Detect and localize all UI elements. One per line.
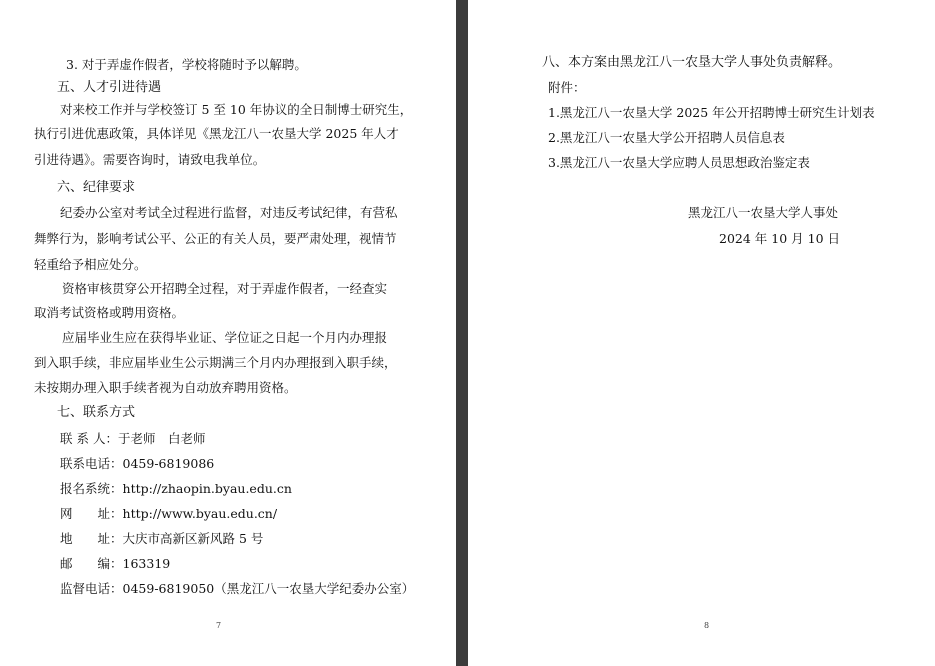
contact-row xyxy=(60,556,170,572)
section-5-line: 执行引进优惠政策，具体详见《黑龙江八一农垦大学 2025 年人才 xyxy=(34,126,399,141)
section-6-line: 资格审核贯穿公开招聘全过程，对于弄虚作假者，一经查实 xyxy=(62,281,388,296)
contact-label: 联系电话： xyxy=(60,456,123,471)
attachments-label: 附件： xyxy=(548,80,586,95)
contact-label: 邮 编： xyxy=(60,556,123,571)
signature-org: 黑龙江八一农垦大学人事处 xyxy=(688,205,839,220)
section-8-text: 八、本方案由黑龙江八一农垦大学人事处负责解释。 xyxy=(542,55,842,70)
contact-row xyxy=(60,456,214,472)
contact-label: 报名系统： xyxy=(60,481,123,496)
section-6-line: 到入职手续，非应届毕业生公示期满三个月内办理报到入职手续， xyxy=(34,355,397,370)
contact-row xyxy=(60,531,263,547)
signature-date: 2024 年 10 月 10 日 xyxy=(719,231,840,246)
contact-value: 大庆市高新区新风路 5 号 xyxy=(122,531,264,546)
section-6-line: 舞弊行为，影响考试公平、公正的有关人员，要严肃处理，视情节 xyxy=(34,231,397,246)
attachment-item: 1.黑龙江八一农垦大学 2025 年公开招聘博士研究生计划表 xyxy=(548,105,875,120)
document-page-left xyxy=(0,0,456,666)
section-6-heading: 六、纪律要求 xyxy=(57,180,136,195)
contact-row xyxy=(60,506,277,522)
attachment-item: 2.黑龙江八一农垦大学公开招聘人员信息表 xyxy=(548,130,785,145)
section-6-line: 取消考试资格或聘用资格。 xyxy=(34,305,185,320)
section-6-line: 未按期办理入职手续者视为自动放弃聘用资格。 xyxy=(34,380,297,395)
contact-label: 联 系 人： xyxy=(60,431,118,446)
contact-value: 163319 xyxy=(122,556,171,571)
page-number: 8 xyxy=(704,621,710,630)
section-6-line: 纪委办公室对考试全过程进行监督，对违反考试纪律，有营私 xyxy=(60,205,398,220)
contact-row xyxy=(60,481,292,497)
section-5-heading: 五、人才引进待遇 xyxy=(57,80,162,95)
section-6-line: 应届毕业生应在获得毕业证、学位证之日起一个月内办理报 xyxy=(62,330,388,345)
contact-row xyxy=(60,581,414,597)
contact-value: 于老师 白老师 xyxy=(117,431,206,446)
contact-label: 网 址： xyxy=(60,506,123,521)
section-7-heading: 七、联系方式 xyxy=(57,405,136,420)
contact-row xyxy=(60,431,205,447)
document-page-right xyxy=(468,0,935,666)
contact-label: 地 址： xyxy=(60,531,123,546)
attachment-item: 3.黑龙江八一农垦大学应聘人员思想政治鉴定表 xyxy=(548,155,810,170)
contact-value: 0459-6819086 xyxy=(122,456,215,471)
section-5-line: 对来校工作并与学校签订 5 至 10 年协议的全日制博士研究生， xyxy=(60,102,413,117)
contact-value: 0459-6819050（黑龙江八一农垦大学纪委办公室） xyxy=(122,581,415,596)
contact-label: 监督电话： xyxy=(60,581,123,596)
contact-value: http://www.byau.edu.cn/ xyxy=(122,506,278,521)
contact-value: http://zhaopin.byau.edu.cn xyxy=(122,481,292,496)
section-5-line: 引进待遇》。需要咨询时，请致电我单位。 xyxy=(34,152,266,167)
item-3-text: 3. 对于弄虚作假者，学校将随时予以解聘。 xyxy=(66,57,307,72)
page-number: 7 xyxy=(216,621,222,630)
section-6-line: 轻重给予相应处分。 xyxy=(34,257,147,272)
